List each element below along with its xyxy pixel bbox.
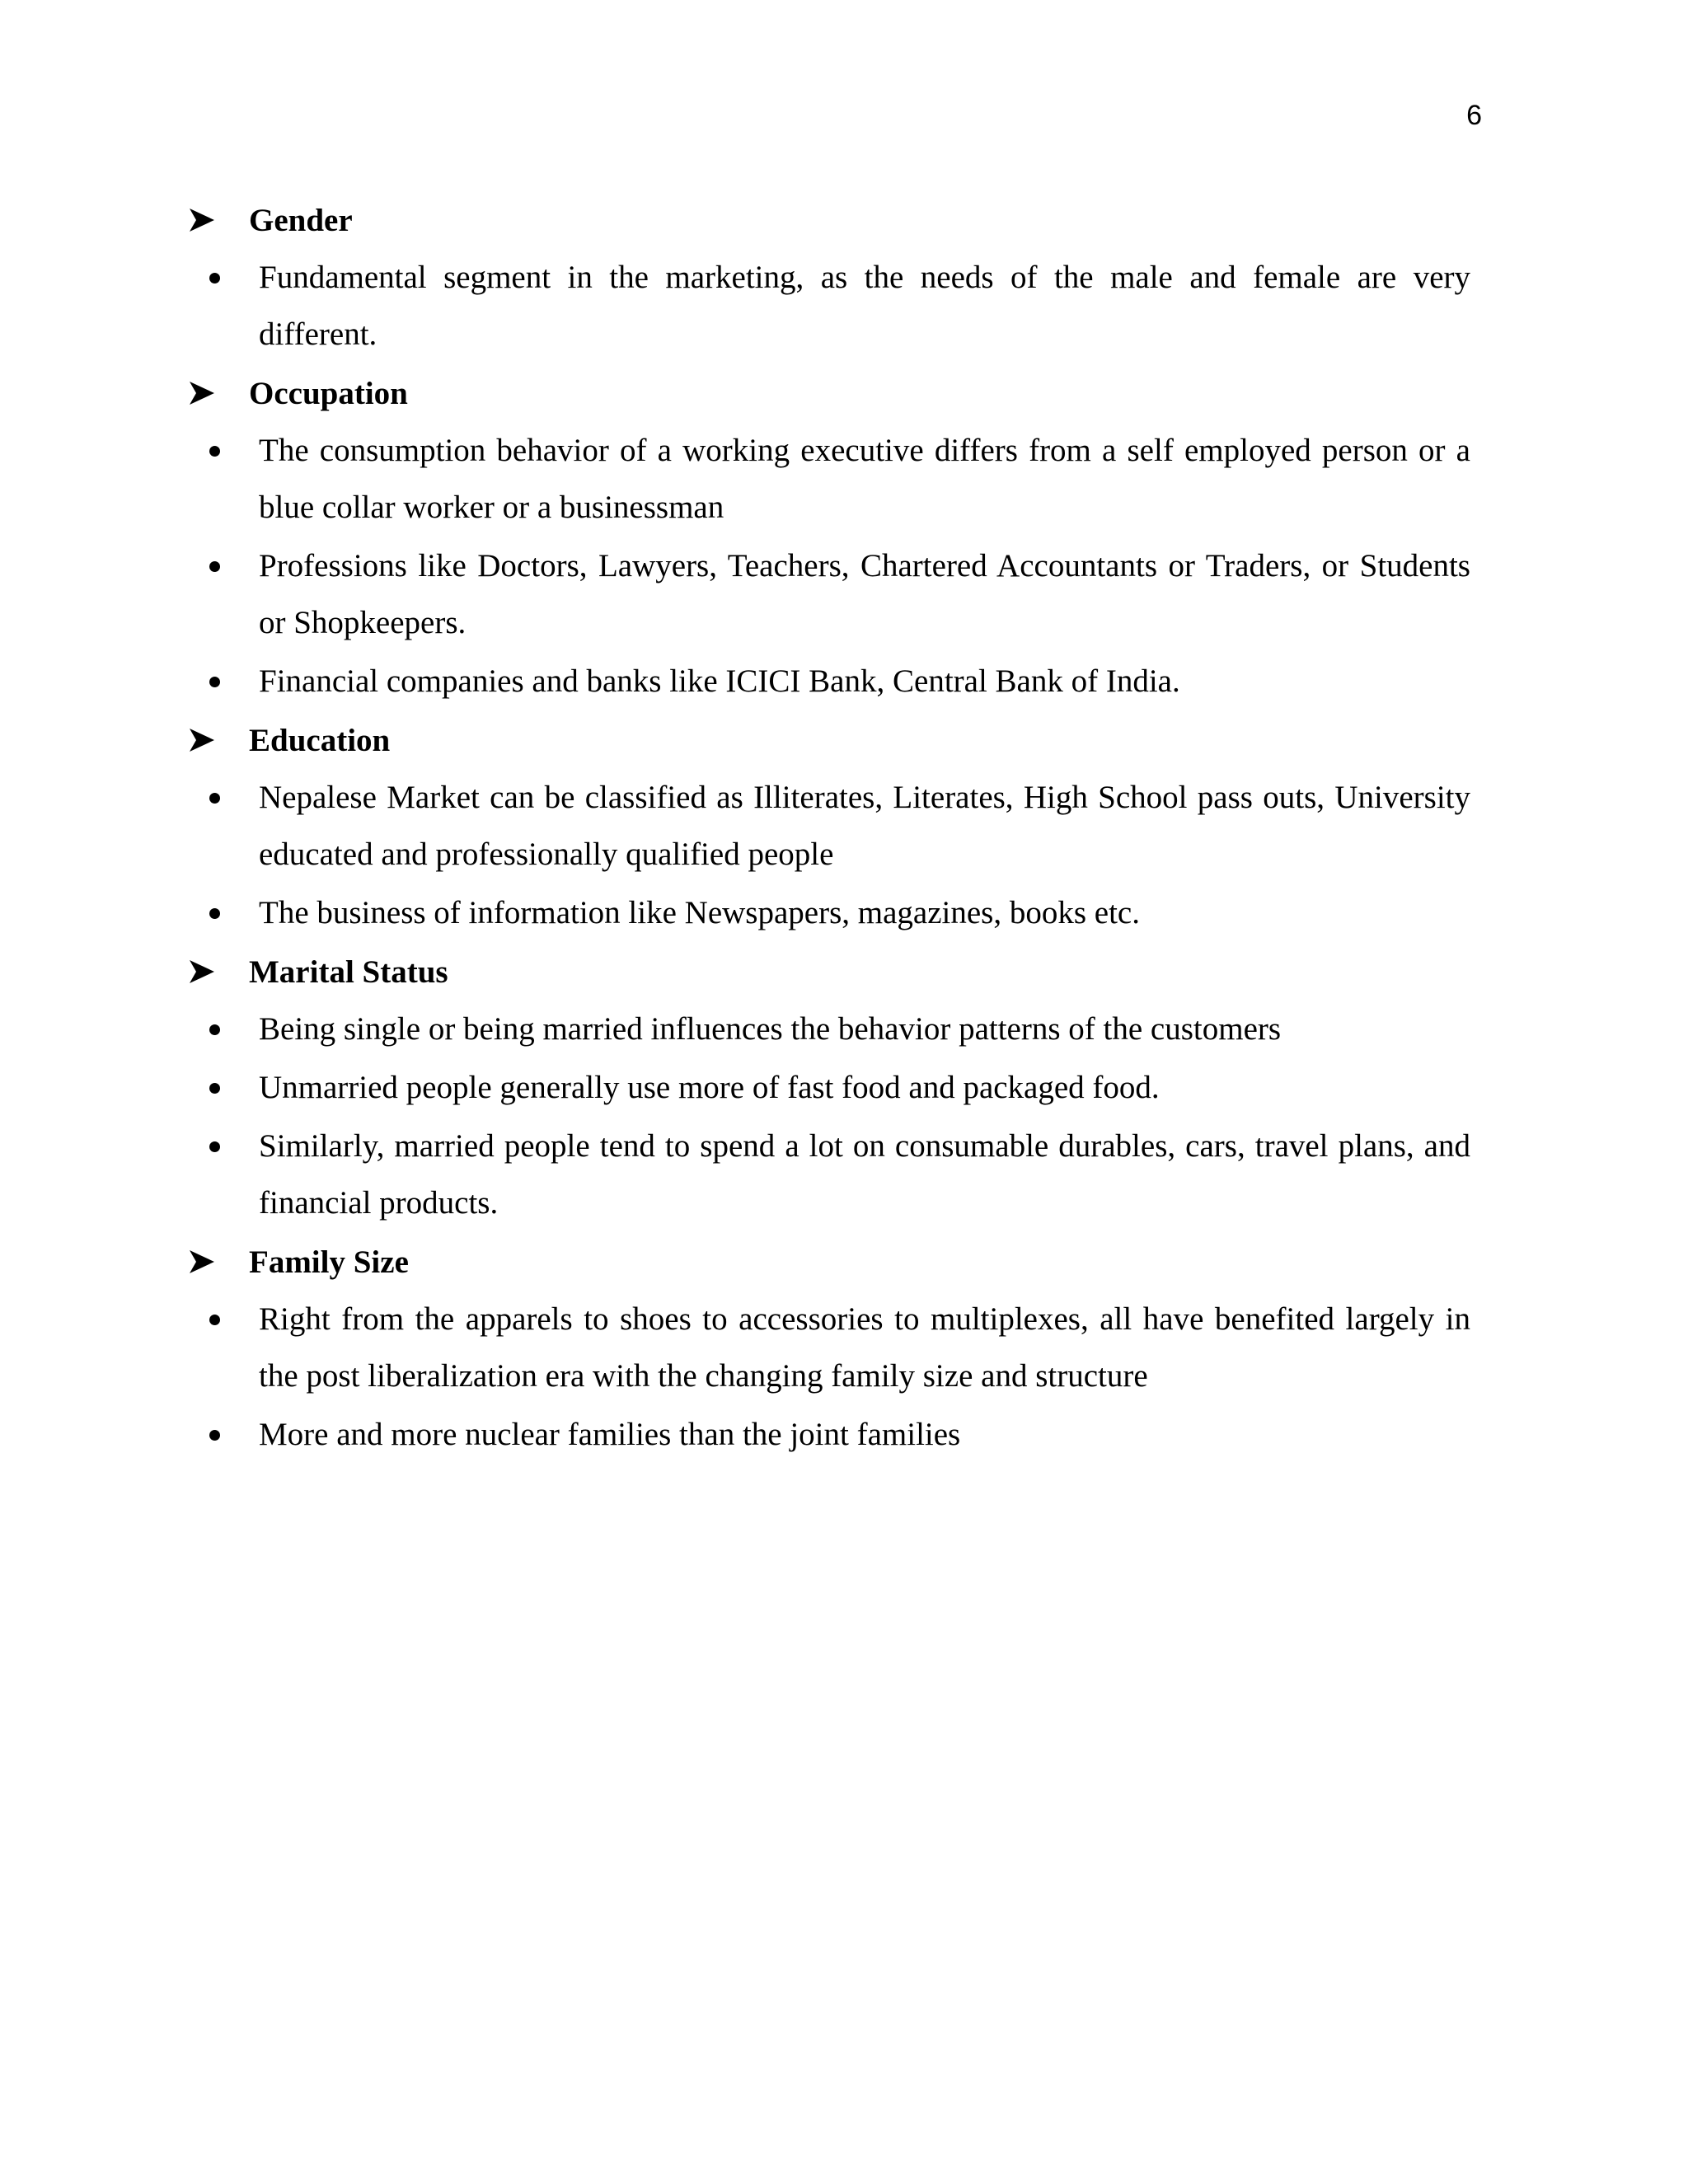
arrow-bullet-icon <box>190 382 249 405</box>
bullet-dot-icon <box>190 249 259 284</box>
list-item <box>190 1291 1470 1404</box>
list-item <box>190 422 1470 536</box>
list-item-text: Professions like Doctors, Lawyers, Teachers, Chartered Accountants or Traders, or Students or Shopkeepers. <box>259 548 1470 640</box>
list-item-text: Nepalese Market can be classified as Illiterates, Literates, High School pass outs, University educated and professionally qualified people <box>259 780 1470 872</box>
bullet-dot-icon <box>190 1291 259 1325</box>
section-education <box>190 711 1470 941</box>
list-item <box>190 537 1470 651</box>
bullet-dot-icon <box>190 1001 259 1035</box>
list-item-text: Being single or being married influences the behavior patterns of the customers <box>259 1011 1282 1047</box>
section-marital-status <box>190 943 1470 1231</box>
bullet-dot-icon <box>190 653 259 687</box>
section-heading-text: Marital Status <box>249 954 448 990</box>
list-item-text: Right from the apparels to shoes to accessories to multiplexes, all have benefited largely in the post liberalization era with the changing family size and structure <box>259 1301 1470 1394</box>
bullet-dot-icon <box>190 1059 259 1094</box>
arrow-bullet-icon <box>190 209 249 232</box>
bullet-dot-icon <box>190 884 259 919</box>
arrow-bullet-icon <box>190 1250 249 1273</box>
section-heading <box>190 1233 1470 1291</box>
list-item <box>190 769 1470 883</box>
list-item <box>190 1118 1470 1231</box>
bullet-dot-icon <box>190 769 259 804</box>
section-heading-text: Education <box>249 722 391 758</box>
list-item-text: Unmarried people generally use more of fast food and packaged food. <box>259 1070 1160 1105</box>
list-item <box>190 249 1470 363</box>
document-body <box>190 191 1470 1465</box>
page-number: 6 <box>1466 100 1482 131</box>
list-item-text: The business of information like Newspapers, magazines, books etc. <box>259 895 1140 930</box>
bullet-dot-icon <box>190 1118 259 1152</box>
list-item <box>190 884 1470 941</box>
section-heading-text: Family Size <box>249 1244 409 1280</box>
list-item-text: Similarly, married people tend to spend a lot on consumable durables, cars, travel plans, and financial products. <box>259 1128 1470 1221</box>
bullet-dot-icon <box>190 537 259 572</box>
section-heading-text: Occupation <box>249 375 408 411</box>
list-item-text: More and more nuclear families than the joint families <box>259 1417 961 1452</box>
list-item <box>190 1001 1470 1057</box>
list-item <box>190 1059 1470 1116</box>
list-item-text: Fundamental segment in the marketing, as the needs of the male and female are very different. <box>259 260 1470 352</box>
list-item-text: The consumption behavior of a working executive differs from a self employed person or a blue collar worker or a businessman <box>259 433 1470 525</box>
list-item-text: Financial companies and banks like ICICI Bank, Central Bank of India. <box>259 663 1180 699</box>
bullet-dot-icon <box>190 1406 259 1441</box>
section-occupation <box>190 364 1470 710</box>
section-family-size <box>190 1233 1470 1463</box>
section-heading <box>190 364 1470 422</box>
section-heading <box>190 191 1470 249</box>
bullet-dot-icon <box>190 422 259 457</box>
arrow-bullet-icon <box>190 729 249 752</box>
list-item <box>190 653 1470 710</box>
section-heading <box>190 711 1470 769</box>
list-item <box>190 1406 1470 1463</box>
section-gender <box>190 191 1470 363</box>
section-heading-text: Gender <box>249 202 353 238</box>
arrow-bullet-icon <box>190 960 249 983</box>
section-heading <box>190 943 1470 1001</box>
